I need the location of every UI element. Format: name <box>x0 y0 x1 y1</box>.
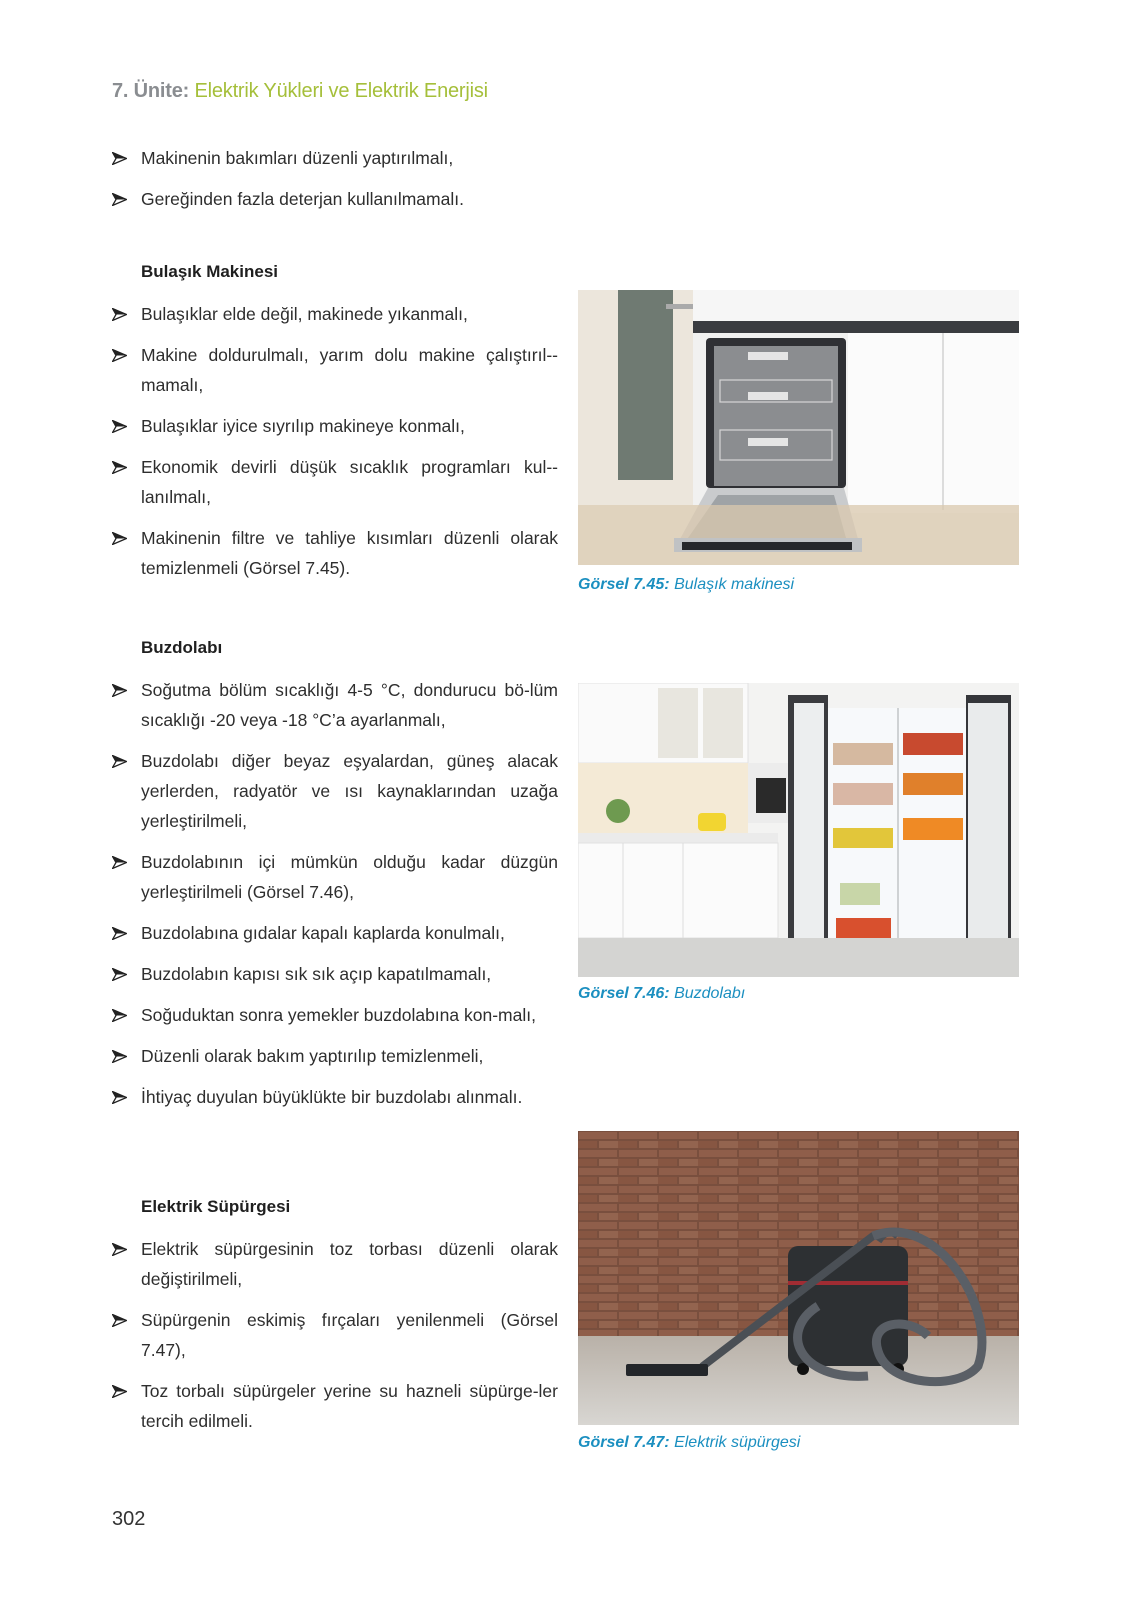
figure-caption-7-46: Görsel 7.46: Buzdolabı <box>578 985 746 1002</box>
arrow-bullet-icon <box>112 1305 128 1335</box>
section-heading: Elektrik Süpürgesi <box>141 1197 291 1216</box>
figure-caption-7-45: Görsel 7.45: Bulaşık makinesi <box>578 576 795 593</box>
list-item: İhtiyaç duyulan büyüklükte bir buzdolabı alınmalı. <box>112 1082 558 1112</box>
arrow-bullet-icon <box>112 1082 128 1112</box>
arrow-bullet-icon <box>112 1041 128 1071</box>
arrow-bullet-icon <box>112 452 128 482</box>
list-item: Elektrik süpürgesinin toz torbası düzenli olarak değiştirilmeli, <box>112 1234 558 1294</box>
intro-bullets <box>112 143 558 225</box>
figure-dishwasher <box>578 290 1019 565</box>
arrow-bullet-icon <box>112 411 128 441</box>
figure-vacuum-cleaner <box>578 1131 1019 1425</box>
list-item: Soğutma bölüm sıcaklığı 4-5 °C, dondurucu bö-lüm sıcaklığı -20 veya -18 °C’a ayarlanmalı, <box>112 675 558 735</box>
list-item: Toz torbalı süpürgeler yerine su hazneli süpürge-ler tercih edilmeli. <box>112 1376 558 1436</box>
arrow-bullet-icon <box>112 1234 128 1264</box>
list-item: Gereğinden fazla deterjan kullanılmamalı. <box>112 184 558 214</box>
list-item: Makinenin bakımları düzenli yaptırılmalı, <box>112 143 558 173</box>
list-item: Bulaşıklar elde değil, makinede yıkanmalı, <box>112 299 558 329</box>
arrow-bullet-icon <box>112 299 128 329</box>
list-item: Makine doldurulmalı, yarım dolu makine çalıştırıl-mamalı, <box>112 340 558 400</box>
list-item: Buzdolabın kapısı sık sık açıp kapatılmamalı, <box>112 959 558 989</box>
list-item: Düzenli olarak bakım yaptırılıp temizlenmeli, <box>112 1041 558 1071</box>
list-item: Bulaşıklar iyice sıyrılıp makineye konmalı, <box>112 411 558 441</box>
list-item: Soğuduktan sonra yemekler buzdolabına kon-malı, <box>112 1000 558 1030</box>
section-dishwasher <box>112 261 558 594</box>
section-heading: Buzdolabı <box>141 638 223 657</box>
vacuum-cleaner-photo <box>578 1131 1019 1425</box>
list-item: Buzdolabı diğer beyaz eşyalardan, güneş alacak yerlerden, radyatör ve ısı kaynaklarından uzağa yerleştirilmeli, <box>112 746 558 836</box>
list-item: Ekonomik devirli düşük sıcaklık programları kul-lanılmalı, <box>112 452 558 512</box>
arrow-bullet-icon <box>112 184 128 214</box>
arrow-bullet-icon <box>112 847 128 877</box>
arrow-bullet-icon <box>112 523 128 553</box>
list-item: Buzdolabının içi mümkün olduğu kadar düzgün yerleştirilmeli (Görsel 7.46), <box>112 847 558 907</box>
arrow-bullet-icon <box>112 918 128 948</box>
arrow-bullet-icon <box>112 746 128 776</box>
chapter-header <box>112 80 488 103</box>
figure-caption-7-47: Görsel 7.47: Elektrik süpürgesi <box>578 1434 801 1451</box>
refrigerator-photo <box>578 683 1019 977</box>
unit-label: 7. Ünite: <box>112 80 190 102</box>
arrow-bullet-icon <box>112 340 128 370</box>
arrow-bullet-icon <box>112 1376 128 1406</box>
section-heading: Bulaşık Makinesi <box>141 262 279 281</box>
list-item: Süpürgenin eskimiş fırçaları yenilenmeli (Görsel 7.47), <box>112 1305 558 1365</box>
list-item: Makinenin filtre ve tahliye kısımları düzenli olarak temizlenmeli (Görsel 7.45). <box>112 523 558 583</box>
list-item: Buzdolabına gıdalar kapalı kaplarda konulmalı, <box>112 918 558 948</box>
dishwasher-photo <box>578 290 1019 565</box>
unit-title: Elektrik Yükleri ve Elektrik Enerjisi <box>194 80 488 102</box>
figure-refrigerator <box>578 683 1019 977</box>
arrow-bullet-icon <box>112 959 128 989</box>
section-refrigerator <box>112 637 558 1123</box>
section-vacuum-cleaner <box>112 1196 558 1447</box>
page-number: 302 <box>112 1508 146 1530</box>
arrow-bullet-icon <box>112 675 128 705</box>
arrow-bullet-icon <box>112 143 128 173</box>
arrow-bullet-icon <box>112 1000 128 1030</box>
